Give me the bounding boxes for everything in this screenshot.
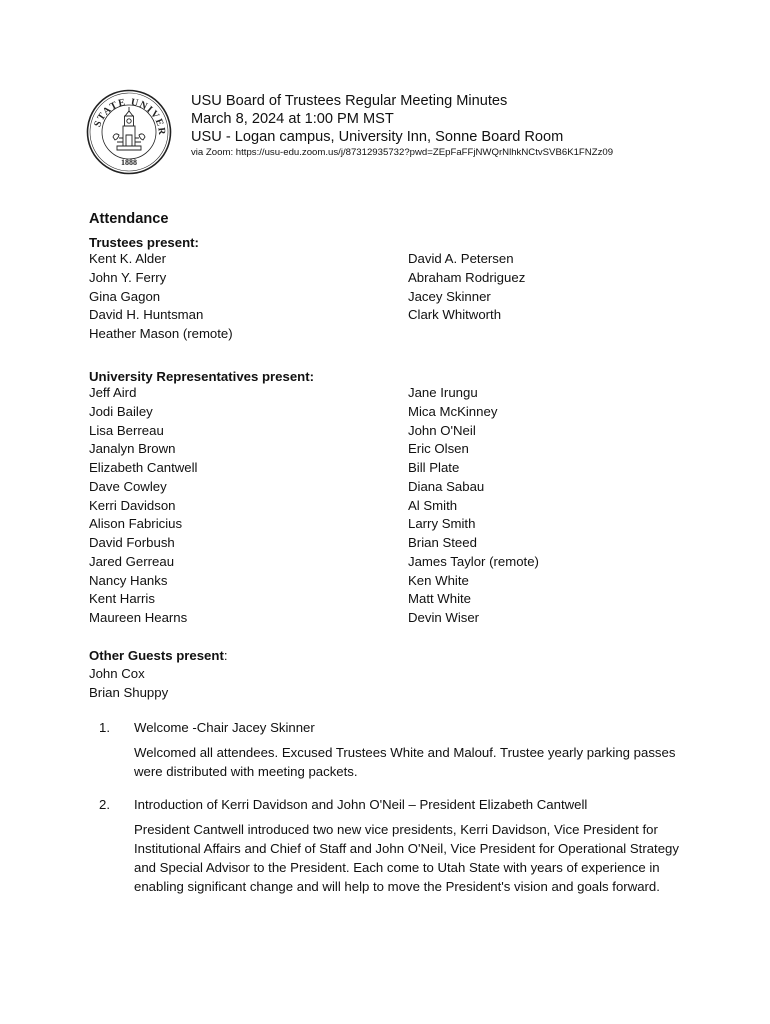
seal-icon bbox=[86, 89, 172, 175]
rep-name: Kerri Davidson bbox=[89, 497, 176, 513]
rep-name: Mica McKinney bbox=[408, 403, 498, 419]
trustees-label: Trustees present: bbox=[89, 235, 199, 250]
meeting-datetime: March 8, 2024 at 1:00 PM MST bbox=[191, 111, 394, 127]
trustee-name: Kent K. Alder bbox=[89, 251, 166, 266]
guest-name: Brian Shuppy bbox=[89, 684, 169, 700]
trustees-list-right bbox=[408, 250, 525, 325]
attendance-heading: Attendance bbox=[89, 211, 169, 227]
guests-label bbox=[89, 648, 228, 663]
university-reps-list-left bbox=[89, 384, 198, 628]
rep-name: Larry Smith bbox=[408, 516, 476, 532]
rep-name: David Forbush bbox=[89, 535, 175, 550]
trustee-name: Gina Gagon bbox=[89, 288, 161, 304]
trustee-name: Jacey Skinner bbox=[408, 288, 491, 304]
rep-name: Lisa Berreau bbox=[89, 422, 164, 438]
seal-year: 1888 bbox=[121, 158, 137, 167]
agenda-body: Welcomed all attendees. Excused Trustees White and Malouf. Trustee yearly parking passes were distributed with meeting packets. bbox=[134, 745, 676, 779]
agenda-number: 1. bbox=[99, 720, 110, 735]
rep-name: Eric Olsen bbox=[408, 441, 469, 457]
rep-name: Jodi Bailey bbox=[89, 403, 153, 419]
meeting-location: USU - Logan campus, University Inn, Sonne Board Room bbox=[191, 129, 564, 145]
rep-name: Jane Irungu bbox=[408, 385, 478, 400]
guests-list bbox=[89, 665, 168, 703]
trustee-name: Heather Mason (remote) bbox=[89, 326, 233, 341]
guest-name: John Cox bbox=[89, 666, 145, 681]
agenda-title: Introduction of Kerri Davidson and John O'Neil – President Elizabeth Cantwell bbox=[134, 797, 588, 812]
rep-name: Devin Wiser bbox=[408, 610, 480, 625]
rep-name: Alison Fabricius bbox=[89, 516, 183, 532]
university-reps-list-right bbox=[408, 384, 539, 628]
trustees-list-left bbox=[89, 250, 233, 344]
rep-name: Jared Gerreau bbox=[89, 553, 175, 569]
rep-name: Janalyn Brown bbox=[89, 441, 176, 457]
rep-name: Matt White bbox=[408, 591, 472, 607]
guests-label-colon: : bbox=[223, 648, 228, 663]
meeting-title: USU Board of Trustees Regular Meeting Minutes bbox=[191, 93, 508, 109]
rep-name: Brian Steed bbox=[408, 535, 477, 550]
rep-name: Al Smith bbox=[408, 497, 458, 513]
document-header bbox=[191, 92, 613, 159]
agenda-number: 2. bbox=[99, 797, 110, 812]
rep-name: John O'Neil bbox=[408, 422, 476, 438]
university-seal bbox=[86, 89, 172, 175]
university-reps-label: University Representatives present: bbox=[89, 369, 315, 384]
seal-top-text: STATE UNIVER bbox=[92, 96, 168, 137]
rep-name: Jeff Aird bbox=[89, 385, 137, 400]
rep-name: Bill Plate bbox=[408, 460, 460, 475]
trustee-name: David H. Huntsman bbox=[89, 307, 204, 323]
rep-name: Elizabeth Cantwell bbox=[89, 460, 198, 475]
zoom-link[interactable]: via Zoom: https://usu-edu.zoom.us/j/87312935732?pwd=ZEpFaFFjNWQrNlhkNCtvSVB6K1FNZz09 bbox=[191, 147, 614, 158]
rep-name: Nancy Hanks bbox=[89, 572, 168, 588]
trustee-name: Abraham Rodriguez bbox=[408, 269, 526, 285]
rep-name: Diana Sabau bbox=[408, 478, 485, 494]
rep-name: James Taylor (remote) bbox=[408, 553, 539, 569]
agenda-body: President Cantwell introduced two new vice presidents, Kerri Davidson, Vice President for Institutional Affairs and Chief of Staff and John O'Neil, Vice President for Operational Strategy and Special Advisor to the President. Each come to Utah State with years of experience in enabling significant change and will help to move the President's vision and goals forward. bbox=[134, 822, 679, 894]
rep-name: Kent Harris bbox=[89, 591, 155, 607]
svg-text:UTAH STATE UNIVERSITY bbox=[86, 89, 167, 136]
trustee-name: David A. Petersen bbox=[408, 251, 514, 266]
trustee-name: John Y. Ferry bbox=[89, 269, 167, 285]
rep-name: Maureen Hearns bbox=[89, 610, 188, 625]
trustee-name: Clark Whitworth bbox=[408, 307, 502, 323]
rep-name: Dave Cowley bbox=[89, 478, 167, 494]
guests-label-text: Other Guests present bbox=[89, 648, 224, 663]
rep-name: Ken White bbox=[408, 572, 469, 588]
agenda-title: Welcome -Chair Jacey Skinner bbox=[134, 720, 315, 735]
